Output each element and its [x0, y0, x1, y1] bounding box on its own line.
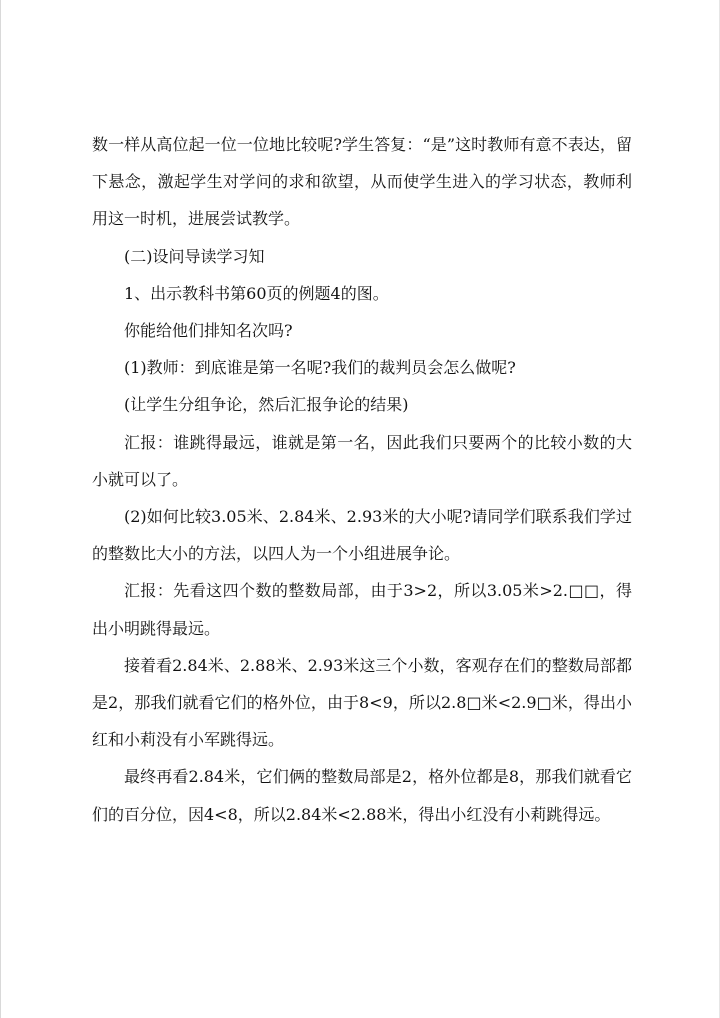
paragraph-4: 你能给他们排知名次吗?: [124, 321, 293, 341]
paragraph-8: (2)如何比较3.05米、2.84米、2.93米的大小呢?请同学们联系我们学过的整数比大小的方法，以四人为一个小组进展争论。: [92, 507, 632, 564]
page-edge-left: [0, 0, 1, 1018]
paragraph-7: 汇报：谁跳得最远，谁就是第一名，因此我们只要两个的比较小数的大小就可以了。: [92, 432, 632, 489]
paragraph-11: 最终再看2.84米，它们俩的整数局部是2，格外位都是8，那我们就看它们的百分位，因4<8，所以2.84米<2.88米，得出小红没有小莉跳得远。: [92, 767, 632, 824]
paragraph-3: 1、出示教科书第60页的例题4的图。: [124, 283, 389, 303]
paragraph-2: (二)设问导读学习知: [124, 246, 265, 266]
paragraph-6: (让学生分组争论，然后汇报争论的结果): [124, 395, 409, 415]
paragraph-10: 接着看2.84米、2.88米、2.93米这三个小数，客观存在们的整数局部都是2，那我们就看它们的格外位，由于8<9，所以2.8□米<2.9□米，得出小红和小莉没有小军跳得远。: [92, 655, 632, 750]
document-body: [92, 126, 632, 833]
paragraph-9: 汇报：先看这四个数的整数局部，由于3>2，所以3.05米>2.□□，得出小明跳得最远。: [92, 581, 632, 638]
paragraph-5: (1)教师：到底谁是第一名呢?我们的裁判员会怎么做呢?: [124, 358, 516, 378]
paragraph-1: 数一样从高位起一位一位地比较呢?学生答复：“是”这时教师有意不表达，留下悬念，激起学生对学问的求和欲望，从而使学生进入的学习状态，教师利用这一时机，进展尝试教学。: [92, 135, 632, 229]
